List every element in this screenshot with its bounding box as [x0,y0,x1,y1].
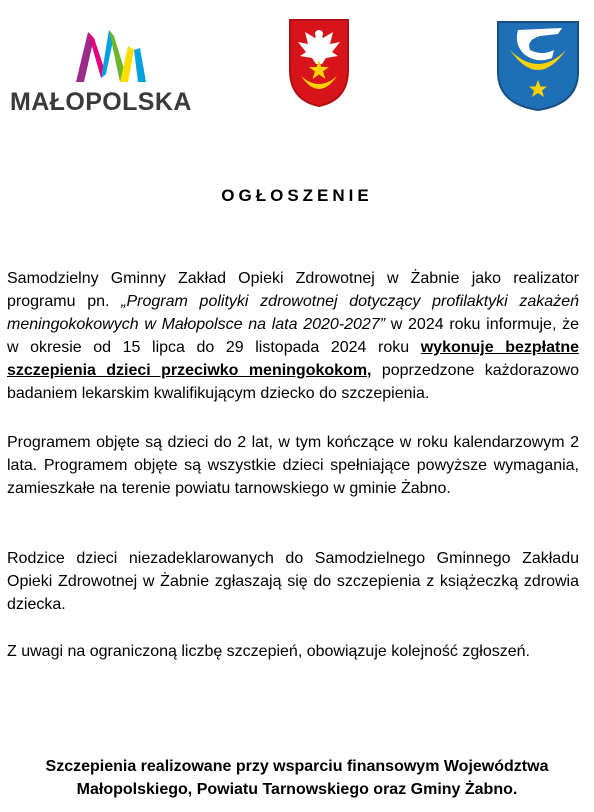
malopolska-logo [10,26,200,116]
malopolska-wordmark: MAŁOPOLSKA [10,88,192,116]
gmina-crest-icon [496,20,580,112]
logo-bar [0,0,594,130]
paragraph-parents: Rodzice dzieci niezadeklarowanych do Samodzielnego Gminnego Zakładu Opieki Zdrowotnej w Żabnie zgłaszają się do szczepienia z książeczką zdrowia dziecka. [7,550,579,613]
footer-line: Małopolskiego, Powiatu Tarnowskiego oraz Gminy Żabno. [76,781,518,798]
paragraph-eligibility: Programem objęte są dzieci do 2 lat, w tym kończące w roku kalendarzowym 2 lata. Programem objęte są wszystkie dzieci spełniające powyższe wymagania, zamieszkałe na terenie powiatu tarnowskiego w gminie Żabno. [7,434,579,497]
paragraph-program-info [7,267,579,405]
malopolska-m-icon [76,26,146,82]
funding-footer [0,755,594,801]
program-name: „Program polityki zdrowotnej dotyczący profilaktyki zakażeń meningokokowych w Małopolsce na lata 2020-2027” [7,293,580,333]
paragraph-text: poprzedzone każdorazowo badaniem lekarskim kwalifikującym dziecko do szczepienia. [7,362,579,402]
paragraph-text: Samodzielny Gminny Zakład Opieki Zdrowotnej w Żabnie jako realizator programu pn. [7,270,579,310]
footer-line: Szczepienia realizowane przy wsparciu finansowym Województwa [45,758,549,775]
paragraph-order: Z uwagi na ograniczoną liczbę szczepień, obowiązuje kolejność zgłoszeń. [7,643,530,660]
powiat-crest-icon [288,18,350,108]
announcement-title: OGŁOSZENIE [221,186,373,205]
vaccination-highlight: wykonuje bezpłatne szczepienia dzieci przeciwko meningokokom, [7,339,580,379]
paragraph-text: w 2024 roku informuje, że w okresie od 15 lipca do 29 listopada 2024 roku [7,316,579,356]
